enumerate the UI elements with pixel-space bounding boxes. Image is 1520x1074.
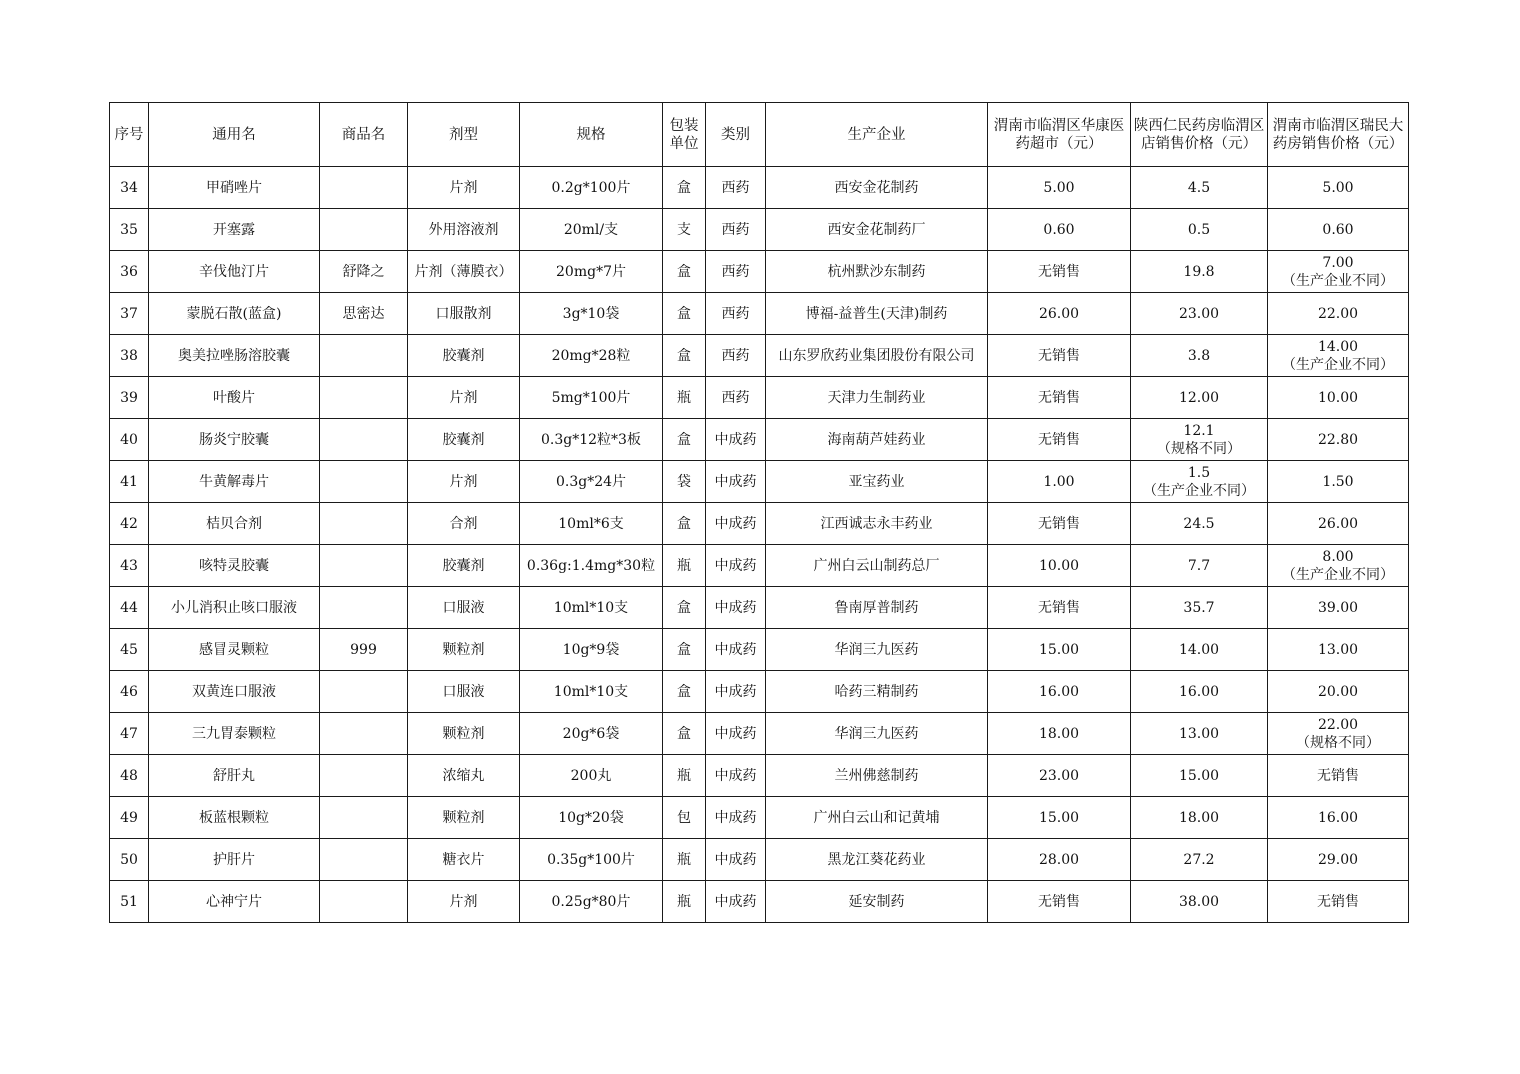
cell-form: 胶囊剂: [408, 335, 520, 377]
table-row: [110, 629, 1409, 671]
header-maker: 生产企业: [766, 103, 988, 167]
cell-category: 中成药: [706, 797, 766, 839]
cell-form: 片剂: [408, 377, 520, 419]
price-value: 5.00: [1043, 179, 1075, 196]
cell-brand: [320, 461, 408, 503]
price-value: 12.00: [1178, 389, 1220, 406]
cell-generic-name: 三九胃泰颗粒: [149, 713, 320, 755]
cell-spec: 20mg*28粒: [520, 335, 663, 377]
price-value: 23.00: [1038, 767, 1080, 784]
cell-unit: 盒: [663, 167, 706, 209]
price-value: 28.00: [1038, 851, 1080, 868]
table-row: [110, 209, 1409, 251]
cell-form: 颗粒剂: [408, 629, 520, 671]
cell-unit: 瓶: [663, 839, 706, 881]
cell-form: 糖衣片: [408, 839, 520, 881]
price-value: 无销售: [1317, 893, 1359, 910]
cell-spec: 0.35g*100片: [520, 839, 663, 881]
price-value: 1.5: [1187, 464, 1211, 481]
cell-spec: 10g*20袋: [520, 797, 663, 839]
cell-maker: 天津力生制药业: [766, 377, 988, 419]
cell-price-renmin: [1131, 545, 1268, 587]
cell-form: 合剂: [408, 503, 520, 545]
price-value: 无销售: [1038, 431, 1080, 448]
cell-generic-name: 牛黄解毒片: [149, 461, 320, 503]
cell-brand: 思密达: [320, 293, 408, 335]
cell-category: 西药: [706, 209, 766, 251]
cell-category: 西药: [706, 335, 766, 377]
cell-spec: 20mg*7片: [520, 251, 663, 293]
cell-form: 片剂: [408, 461, 520, 503]
cell-no: 34: [110, 167, 149, 209]
price-value: 29.00: [1317, 851, 1359, 868]
cell-spec: 200丸: [520, 755, 663, 797]
cell-maker: 黑龙江葵花药业: [766, 839, 988, 881]
table-row: [110, 293, 1409, 335]
cell-unit: 瓶: [663, 545, 706, 587]
price-value: 27.2: [1183, 851, 1215, 868]
cell-price-renmin: [1131, 377, 1268, 419]
price-value: 无销售: [1038, 347, 1080, 364]
cell-unit: 盒: [663, 629, 706, 671]
cell-category: 中成药: [706, 755, 766, 797]
cell-price-renmin: [1131, 629, 1268, 671]
table-row: [110, 377, 1409, 419]
cell-price-huakang: [988, 755, 1131, 797]
price-value: 26.00: [1038, 305, 1080, 322]
cell-price-huakang: [988, 545, 1131, 587]
header-generic-name: 通用名: [149, 103, 320, 167]
cell-category: 中成药: [706, 461, 766, 503]
cell-price-ruimin: [1268, 377, 1409, 419]
cell-price-ruimin: [1268, 713, 1409, 755]
price-value: 22.80: [1317, 431, 1359, 448]
cell-form: 口服散剂: [408, 293, 520, 335]
cell-form: 颗粒剂: [408, 713, 520, 755]
price-value: 16.00: [1178, 683, 1220, 700]
cell-spec: 20g*6袋: [520, 713, 663, 755]
price-value: 38.00: [1178, 893, 1220, 910]
cell-category: 中成药: [706, 713, 766, 755]
cell-no: 43: [110, 545, 149, 587]
cell-price-ruimin: [1268, 839, 1409, 881]
cell-generic-name: 感冒灵颗粒: [149, 629, 320, 671]
cell-price-renmin: [1131, 335, 1268, 377]
price-value: 无销售: [1317, 767, 1359, 784]
cell-maker: 广州白云山和记黄埔: [766, 797, 988, 839]
cell-price-huakang: [988, 587, 1131, 629]
price-value: 5.00: [1322, 179, 1354, 196]
price-value: 14.00: [1317, 338, 1359, 355]
cell-no: 40: [110, 419, 149, 461]
cell-unit: 瓶: [663, 881, 706, 923]
cell-maker: 亚宝药业: [766, 461, 988, 503]
price-value: 19.8: [1183, 263, 1215, 280]
cell-unit: 盒: [663, 671, 706, 713]
price-value: 无销售: [1038, 389, 1080, 406]
cell-no: 35: [110, 209, 149, 251]
price-note: （规格不同）: [1296, 734, 1380, 751]
cell-spec: 5mg*100片: [520, 377, 663, 419]
price-value: 39.00: [1317, 599, 1359, 616]
cell-unit: 袋: [663, 461, 706, 503]
cell-spec: 10g*9袋: [520, 629, 663, 671]
cell-spec: 10ml*6支: [520, 503, 663, 545]
cell-unit: 瓶: [663, 377, 706, 419]
cell-generic-name: 舒肝丸: [149, 755, 320, 797]
cell-price-renmin: [1131, 167, 1268, 209]
cell-generic-name: 桔贝合剂: [149, 503, 320, 545]
cell-category: 中成药: [706, 545, 766, 587]
cell-maker: 华润三九医药: [766, 713, 988, 755]
cell-price-ruimin: [1268, 419, 1409, 461]
price-value: 16.00: [1038, 683, 1080, 700]
table-row: [110, 167, 1409, 209]
cell-brand: [320, 503, 408, 545]
cell-category: 西药: [706, 377, 766, 419]
cell-generic-name: 蒙脱石散(蓝盒): [149, 293, 320, 335]
cell-no: 41: [110, 461, 149, 503]
header-spec: 规格: [520, 103, 663, 167]
cell-unit: 盒: [663, 419, 706, 461]
cell-price-renmin: [1131, 293, 1268, 335]
cell-price-huakang: [988, 167, 1131, 209]
cell-form: 颗粒剂: [408, 797, 520, 839]
price-value: 0.60: [1043, 221, 1075, 238]
price-note: （生产企业不同）: [1282, 272, 1394, 289]
cell-category: 西药: [706, 293, 766, 335]
cell-generic-name: 板蓝根颗粒: [149, 797, 320, 839]
cell-maker: 江西诚志永丰药业: [766, 503, 988, 545]
header-price-huakang: 渭南市临渭区华康医药超市（元）: [988, 103, 1131, 167]
cell-price-huakang: [988, 713, 1131, 755]
price-value: 16.00: [1317, 809, 1359, 826]
price-value: 10.00: [1038, 557, 1080, 574]
price-value: 35.7: [1183, 599, 1215, 616]
cell-no: 47: [110, 713, 149, 755]
cell-spec: 20ml/支: [520, 209, 663, 251]
cell-unit: 盒: [663, 587, 706, 629]
cell-maker: 广州白云山制药总厂: [766, 545, 988, 587]
price-value: 13.00: [1317, 641, 1359, 658]
table-row: [110, 713, 1409, 755]
cell-generic-name: 护肝片: [149, 839, 320, 881]
table-row: [110, 335, 1409, 377]
table-row: [110, 503, 1409, 545]
cell-no: 45: [110, 629, 149, 671]
header-category: 类别: [706, 103, 766, 167]
table-row: [110, 671, 1409, 713]
cell-maker: 西安金花制药: [766, 167, 988, 209]
cell-generic-name: 肠炎宁胶囊: [149, 419, 320, 461]
cell-spec: 0.3g*12粒*3板: [520, 419, 663, 461]
price-value: 无销售: [1038, 515, 1080, 532]
price-note: （生产企业不同）: [1143, 482, 1255, 499]
cell-brand: [320, 377, 408, 419]
cell-category: 中成药: [706, 629, 766, 671]
cell-brand: [320, 419, 408, 461]
price-value: 15.00: [1178, 767, 1220, 784]
cell-brand: [320, 209, 408, 251]
cell-no: 46: [110, 671, 149, 713]
cell-price-huakang: [988, 797, 1131, 839]
cell-brand: [320, 713, 408, 755]
cell-unit: 盒: [663, 713, 706, 755]
cell-unit: 盒: [663, 293, 706, 335]
cell-category: 中成药: [706, 503, 766, 545]
price-value: 0.5: [1187, 221, 1211, 238]
cell-price-ruimin: [1268, 293, 1409, 335]
cell-no: 51: [110, 881, 149, 923]
price-note: （规格不同）: [1157, 440, 1241, 457]
price-value: 无销售: [1038, 599, 1080, 616]
cell-no: 39: [110, 377, 149, 419]
cell-price-ruimin: [1268, 167, 1409, 209]
cell-unit: 瓶: [663, 755, 706, 797]
header-price-renmin: 陕西仁民药房临渭区店销售价格（元）: [1131, 103, 1268, 167]
cell-spec: 0.25g*80片: [520, 881, 663, 923]
price-value: 无销售: [1038, 893, 1080, 910]
header-unit: 包装单位: [663, 103, 706, 167]
cell-unit: 包: [663, 797, 706, 839]
cell-generic-name: 奥美拉唑肠溶胶囊: [149, 335, 320, 377]
cell-form: 口服液: [408, 671, 520, 713]
cell-brand: [320, 545, 408, 587]
table-row: [110, 461, 1409, 503]
cell-generic-name: 咳特灵胶囊: [149, 545, 320, 587]
cell-generic-name: 叶酸片: [149, 377, 320, 419]
cell-unit: 盒: [663, 251, 706, 293]
cell-spec: 0.36g:1.4mg*30粒: [520, 545, 663, 587]
price-value: 15.00: [1038, 809, 1080, 826]
cell-price-ruimin: [1268, 881, 1409, 923]
cell-price-renmin: [1131, 797, 1268, 839]
cell-price-ruimin: [1268, 209, 1409, 251]
price-note: （生产企业不同）: [1282, 356, 1394, 373]
cell-brand: [320, 167, 408, 209]
cell-price-huakang: [988, 503, 1131, 545]
table-row: [110, 419, 1409, 461]
cell-no: 44: [110, 587, 149, 629]
cell-unit: 盒: [663, 503, 706, 545]
price-value: 20.00: [1317, 683, 1359, 700]
cell-price-renmin: [1131, 419, 1268, 461]
cell-category: 中成药: [706, 419, 766, 461]
table-body: [110, 167, 1409, 923]
cell-maker: 博福-益普生(天津)制药: [766, 293, 988, 335]
header-row: [110, 103, 1409, 167]
cell-price-huakang: [988, 629, 1131, 671]
cell-category: 中成药: [706, 671, 766, 713]
cell-category: 西药: [706, 251, 766, 293]
table-row: [110, 251, 1409, 293]
cell-category: 西药: [706, 167, 766, 209]
cell-brand: [320, 671, 408, 713]
cell-form: 片剂（薄膜衣）: [408, 251, 520, 293]
price-value: 22.00: [1317, 305, 1359, 322]
cell-price-huakang: [988, 293, 1131, 335]
price-note: （生产企业不同）: [1282, 566, 1394, 583]
cell-brand: [320, 797, 408, 839]
cell-price-huakang: [988, 209, 1131, 251]
cell-price-renmin: [1131, 587, 1268, 629]
cell-price-ruimin: [1268, 629, 1409, 671]
cell-no: 36: [110, 251, 149, 293]
cell-maker: 延安制药: [766, 881, 988, 923]
price-value: 14.00: [1178, 641, 1220, 658]
cell-no: 37: [110, 293, 149, 335]
price-value: 23.00: [1178, 305, 1220, 322]
header-form: 剂型: [408, 103, 520, 167]
price-value: 7.00: [1322, 254, 1354, 271]
table-row: [110, 881, 1409, 923]
drug-price-table: [109, 102, 1409, 923]
cell-generic-name: 开塞露: [149, 209, 320, 251]
cell-brand: [320, 881, 408, 923]
price-value: 24.5: [1183, 515, 1215, 532]
price-value: 26.00: [1317, 515, 1359, 532]
cell-form: 片剂: [408, 167, 520, 209]
price-value: 12.1: [1183, 422, 1215, 439]
header-brand: 商品名: [320, 103, 408, 167]
cell-no: 42: [110, 503, 149, 545]
cell-price-huakang: [988, 461, 1131, 503]
cell-price-renmin: [1131, 209, 1268, 251]
price-value: 1.00: [1043, 473, 1075, 490]
cell-price-renmin: [1131, 671, 1268, 713]
cell-price-renmin: [1131, 251, 1268, 293]
cell-maker: 鲁南厚普制药: [766, 587, 988, 629]
cell-price-renmin: [1131, 503, 1268, 545]
cell-generic-name: 小儿消积止咳口服液: [149, 587, 320, 629]
cell-brand: [320, 335, 408, 377]
cell-price-ruimin: [1268, 251, 1409, 293]
price-value: 18.00: [1178, 809, 1220, 826]
price-value: 4.5: [1187, 179, 1211, 196]
cell-unit: 支: [663, 209, 706, 251]
cell-maker: 杭州默沙东制药: [766, 251, 988, 293]
cell-generic-name: 心神宁片: [149, 881, 320, 923]
cell-price-renmin: [1131, 461, 1268, 503]
cell-maker: 山东罗欣药业集团股份有限公司: [766, 335, 988, 377]
cell-price-huakang: [988, 671, 1131, 713]
cell-price-ruimin: [1268, 461, 1409, 503]
cell-category: 中成药: [706, 881, 766, 923]
cell-price-huakang: [988, 335, 1131, 377]
cell-brand: 舒降之: [320, 251, 408, 293]
cell-price-huakang: [988, 881, 1131, 923]
cell-spec: 0.3g*24片: [520, 461, 663, 503]
cell-unit: 盒: [663, 335, 706, 377]
price-value: 13.00: [1178, 725, 1220, 742]
cell-price-huakang: [988, 251, 1131, 293]
cell-no: 50: [110, 839, 149, 881]
cell-maker: 哈药三精制药: [766, 671, 988, 713]
cell-price-ruimin: [1268, 545, 1409, 587]
cell-form: 片剂: [408, 881, 520, 923]
price-value: 无销售: [1038, 263, 1080, 280]
cell-price-renmin: [1131, 713, 1268, 755]
table-row: [110, 587, 1409, 629]
price-value: 3.8: [1187, 347, 1211, 364]
header-price-ruimin: 渭南市临渭区瑞民大药房销售价格（元）: [1268, 103, 1409, 167]
cell-category: 中成药: [706, 587, 766, 629]
price-value: 10.00: [1317, 389, 1359, 406]
cell-form: 外用溶液剂: [408, 209, 520, 251]
table-row: [110, 755, 1409, 797]
price-value: 15.00: [1038, 641, 1080, 658]
cell-maker: 海南葫芦娃药业: [766, 419, 988, 461]
table-row: [110, 839, 1409, 881]
cell-price-ruimin: [1268, 797, 1409, 839]
cell-price-renmin: [1131, 755, 1268, 797]
cell-price-huakang: [988, 839, 1131, 881]
cell-spec: 3g*10袋: [520, 293, 663, 335]
cell-brand: [320, 839, 408, 881]
price-value: 1.50: [1322, 473, 1354, 490]
cell-price-ruimin: [1268, 335, 1409, 377]
cell-no: 38: [110, 335, 149, 377]
cell-form: 口服液: [408, 587, 520, 629]
cell-spec: 10ml*10支: [520, 587, 663, 629]
cell-generic-name: 双黄连口服液: [149, 671, 320, 713]
cell-price-ruimin: [1268, 503, 1409, 545]
cell-no: 48: [110, 755, 149, 797]
cell-form: 浓缩丸: [408, 755, 520, 797]
cell-price-renmin: [1131, 881, 1268, 923]
cell-brand: [320, 755, 408, 797]
cell-form: 胶囊剂: [408, 545, 520, 587]
cell-price-huakang: [988, 377, 1131, 419]
price-value: 18.00: [1038, 725, 1080, 742]
cell-spec: 0.2g*100片: [520, 167, 663, 209]
cell-no: 49: [110, 797, 149, 839]
price-value: 0.60: [1322, 221, 1354, 238]
cell-generic-name: 辛伐他汀片: [149, 251, 320, 293]
price-value: 22.00: [1317, 716, 1359, 733]
price-value: 7.7: [1187, 557, 1211, 574]
cell-category: 中成药: [706, 839, 766, 881]
cell-price-renmin: [1131, 839, 1268, 881]
header-no: 序号: [110, 103, 149, 167]
cell-generic-name: 甲硝唑片: [149, 167, 320, 209]
cell-maker: 华润三九医药: [766, 629, 988, 671]
cell-maker: 西安金花制药厂: [766, 209, 988, 251]
cell-price-huakang: [988, 419, 1131, 461]
cell-brand: 999: [320, 629, 408, 671]
price-value: 8.00: [1322, 548, 1354, 565]
cell-maker: 兰州佛慈制药: [766, 755, 988, 797]
cell-spec: 10ml*10支: [520, 671, 663, 713]
cell-price-ruimin: [1268, 671, 1409, 713]
cell-brand: [320, 587, 408, 629]
cell-form: 胶囊剂: [408, 419, 520, 461]
table-row: [110, 797, 1409, 839]
cell-price-ruimin: [1268, 755, 1409, 797]
cell-price-ruimin: [1268, 587, 1409, 629]
table-row: [110, 545, 1409, 587]
